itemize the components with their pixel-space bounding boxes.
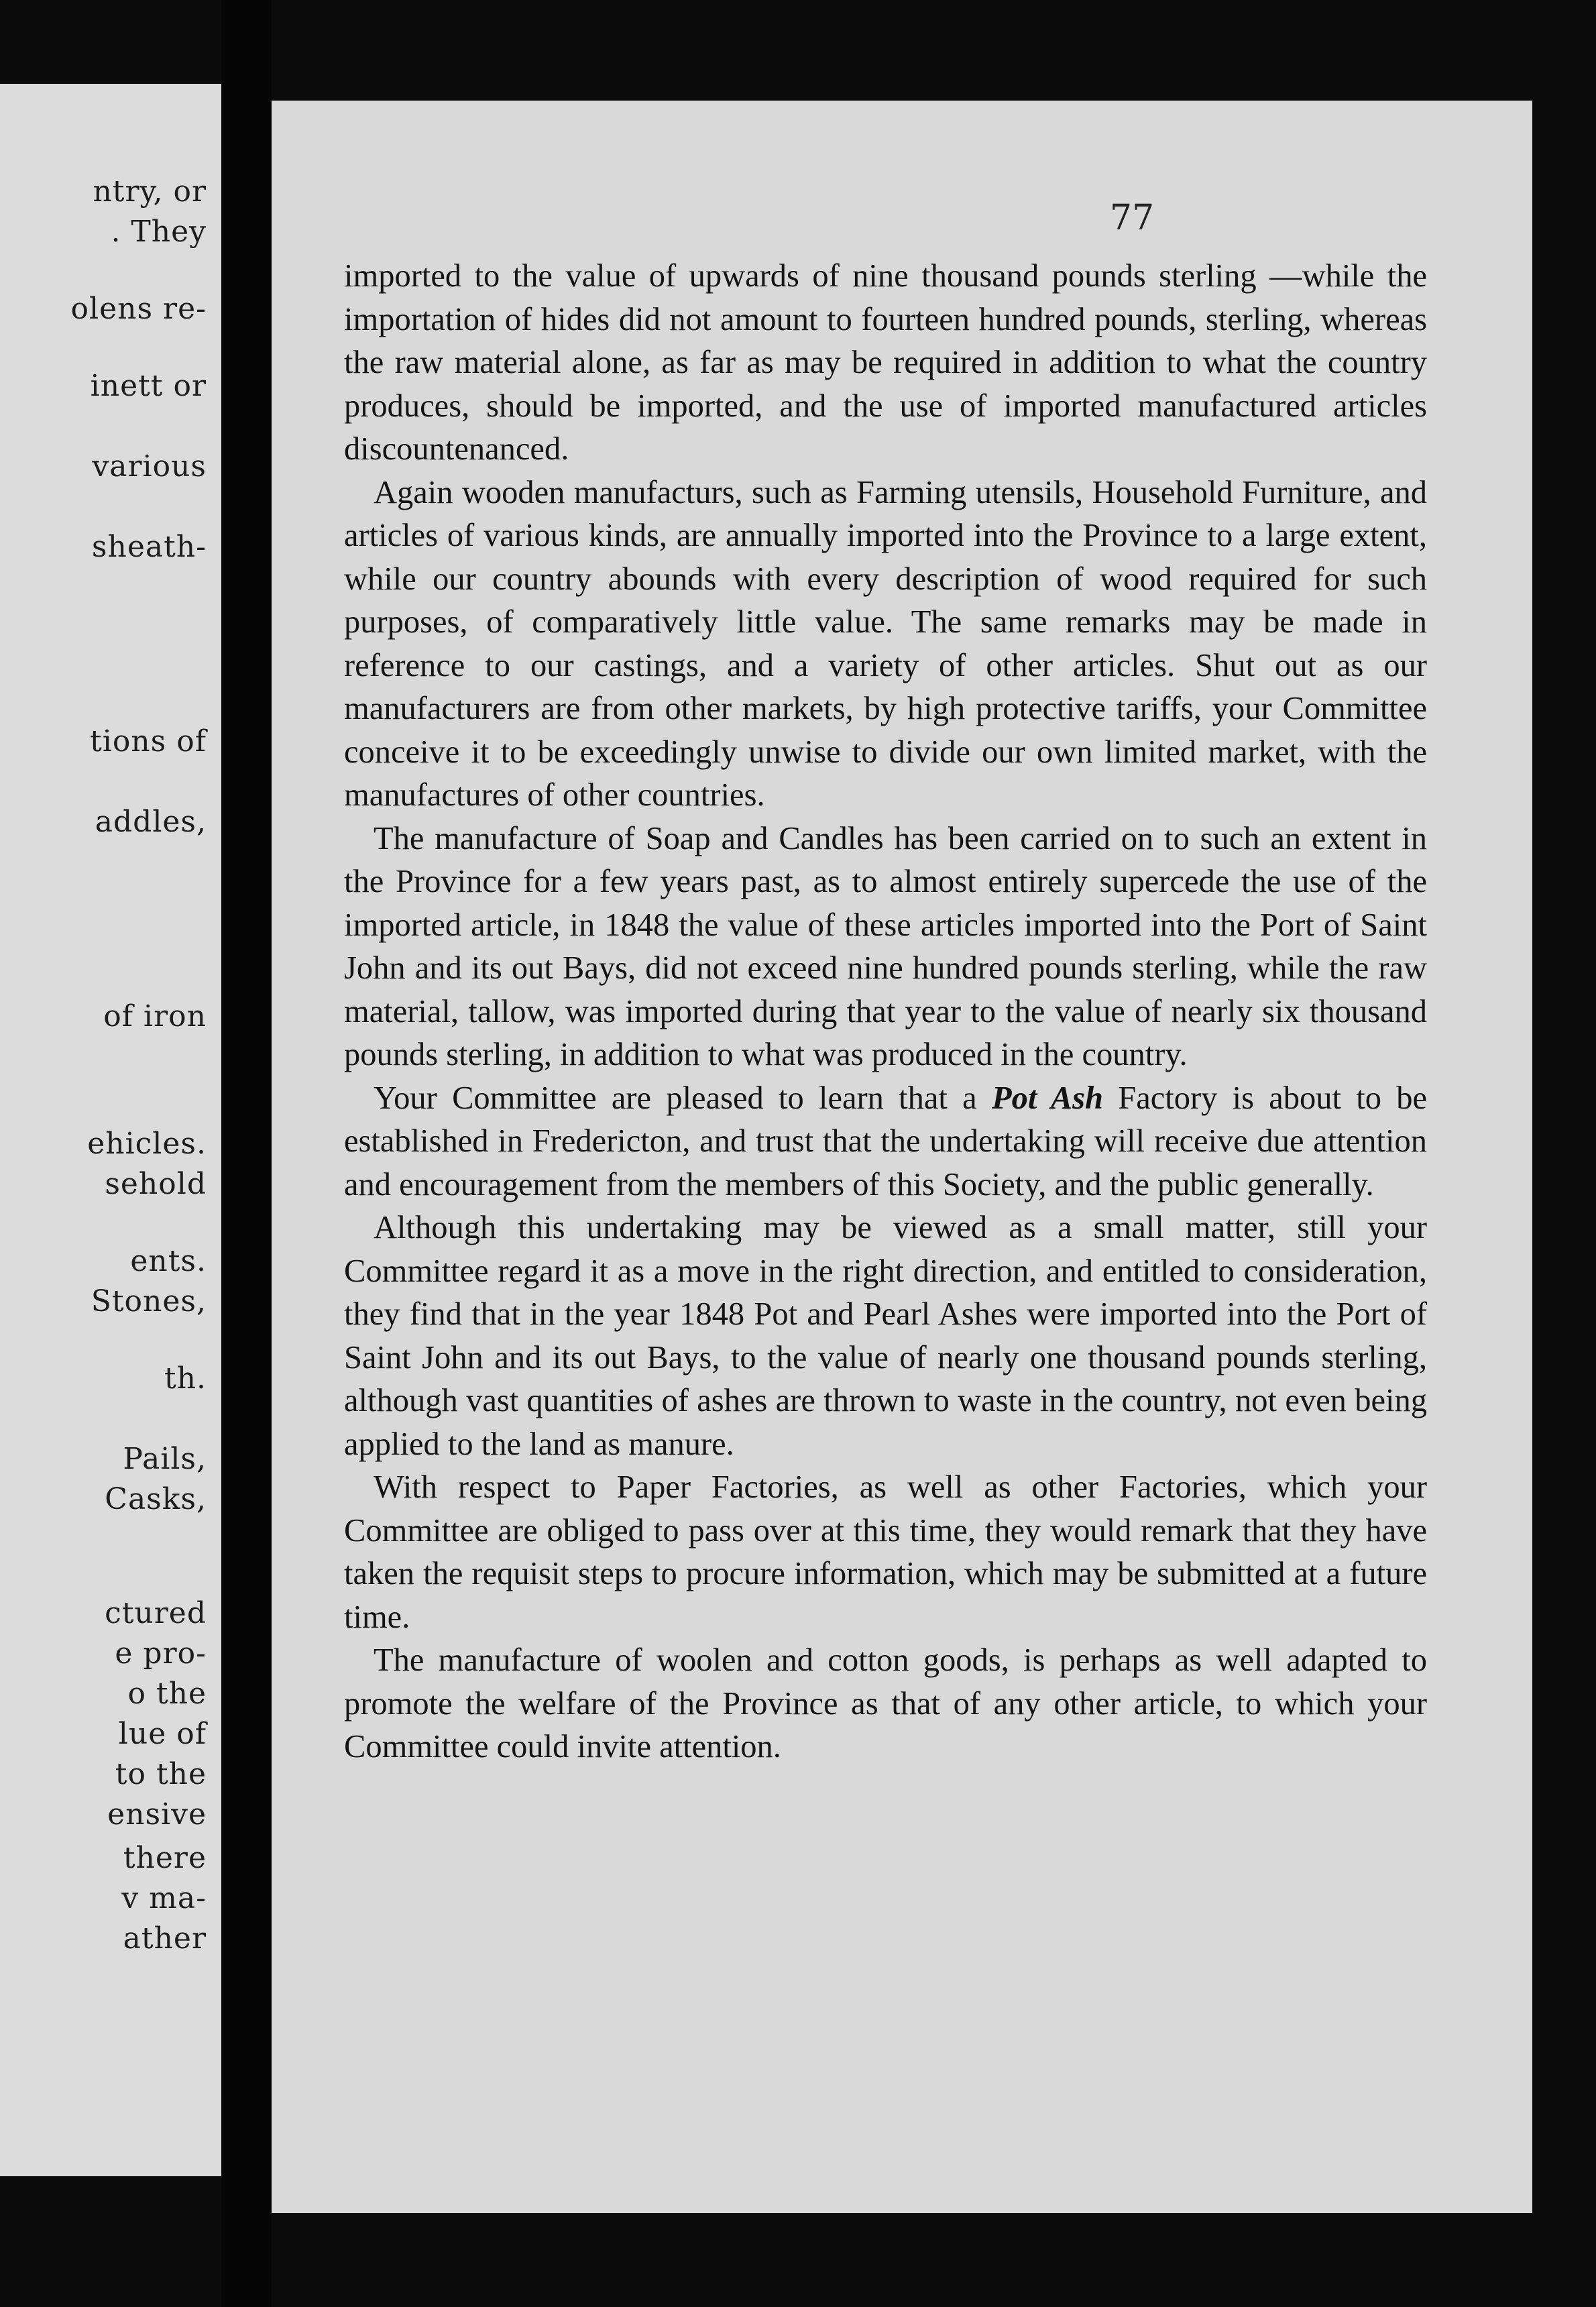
left-page-fragment: ehicles. (87, 1127, 207, 1161)
page-number: 77 (1110, 198, 1155, 238)
left-page-fragment: sehold (105, 1167, 207, 1201)
paragraph-4 (344, 1077, 1427, 1207)
left-page-fragment: lue of (118, 1717, 207, 1751)
left-page-fragment: v ma- (121, 1881, 207, 1915)
left-page-fragment: ntry, or (93, 174, 207, 209)
paragraph-1: imported to the value of upwards of nine thousand pounds sterling —while the importation of hides did not amount to fourteen hundred pounds, sterling, whereas the raw material alone, as far as may be required in addition to what the country produces, should be imported, and the use of imported manufactured articles discountenanced. (344, 258, 1427, 467)
paragraph-2: Again wooden manufacturs, such as Farming utensils, Household Furniture, and articles of various kinds, are annually imported into the Province to a large extent, while our country abounds with every description of wood required for such purposes, of comparatively little value. The same remarks may be made in reference to our castings, and a variety of other articles. Shut out as our manufacturers are from other markets, by high protective tariffs, your Committee conceive it to be exceedingly unwise to divide our own limited market, with the manufactures of other countries. (344, 474, 1427, 813)
paragraph-5: Although this undertaking may be viewed as a small matter, still your Committee regard it as a move in the right direction, and entitled to consideration, they find that in the year 1848 Pot and Pearl Ashes were imported into the Port of Saint John and its out Bays, to the value of nearly one thousand pounds sterling, although vast quantities of ashes are thrown to waste in the country, not even being applied to the land as manure. (344, 1210, 1427, 1462)
left-page-fragment: ctured (105, 1596, 207, 1630)
paragraph-6: With respect to Paper Factories, as well as other Factories, which your Committee are obliged to pass over at this time, they would remark that they have taken the requisit steps to procure information, which may be submitted at a future time. (344, 1469, 1427, 1635)
body-text (344, 255, 1427, 1769)
left-page-fragment: ather (123, 1921, 207, 1956)
left-page-fragment: to the (115, 1757, 207, 1791)
left-page-fragment: e pro- (115, 1636, 207, 1671)
left-page-fragment: Pails, (123, 1442, 207, 1476)
pot-ash-emphasis: Pot Ash (991, 1080, 1103, 1116)
book-page (272, 101, 1532, 2213)
left-page-fragment: tions of (90, 724, 207, 758)
left-page-fragment: . They (111, 215, 207, 249)
left-page-fragment: o the (127, 1677, 207, 1711)
paragraph-4-before: Your Committee are pleased to learn that a (374, 1080, 992, 1116)
left-page-fragment: there (123, 1841, 207, 1875)
left-page-fragment: inett or (90, 369, 207, 403)
left-page-fragment: various (92, 449, 207, 484)
left-page-fragment: ensive (107, 1797, 207, 1832)
book-gutter (221, 0, 272, 2307)
left-page-fragment: of iron (103, 999, 207, 1033)
paragraph-7: The manufacture of woolen and cotton goods, is perhaps as well adapted to promote the welfare of the Province as that of any other article, to which your Committee could invite attention. (344, 1642, 1427, 1764)
left-page-fragment: Stones, (91, 1284, 207, 1318)
left-page-fragment: sheath- (91, 530, 207, 564)
left-page-fragment: Casks, (105, 1482, 207, 1516)
paragraph-4-after: Factory is about to be established in Fredericton, and trust that the undertaking will receive due attention and encouragement from the members of this Society, and the public generally. (344, 1080, 1428, 1202)
paragraph-3: The manufacture of Soap and Candles has been carried on to such an extent in the Province for a few years past, as to almost entirely supercede the use of the imported article, in 1848 the value of these articles imported into the Port of Saint John and its out Bays, did not exceed nine hundred pounds sterling, while the raw material, tallow, was imported during that year to the value of nearly six thousand pounds sterling, in addition to what was produced in the country. (344, 820, 1427, 1072)
left-page-fragment: ents. (130, 1244, 207, 1278)
left-page-fragment: olens re- (70, 292, 207, 326)
left-page-fragment: th. (164, 1361, 207, 1396)
left-page-edge (0, 84, 221, 2176)
left-page-fragment: addles, (95, 805, 207, 839)
